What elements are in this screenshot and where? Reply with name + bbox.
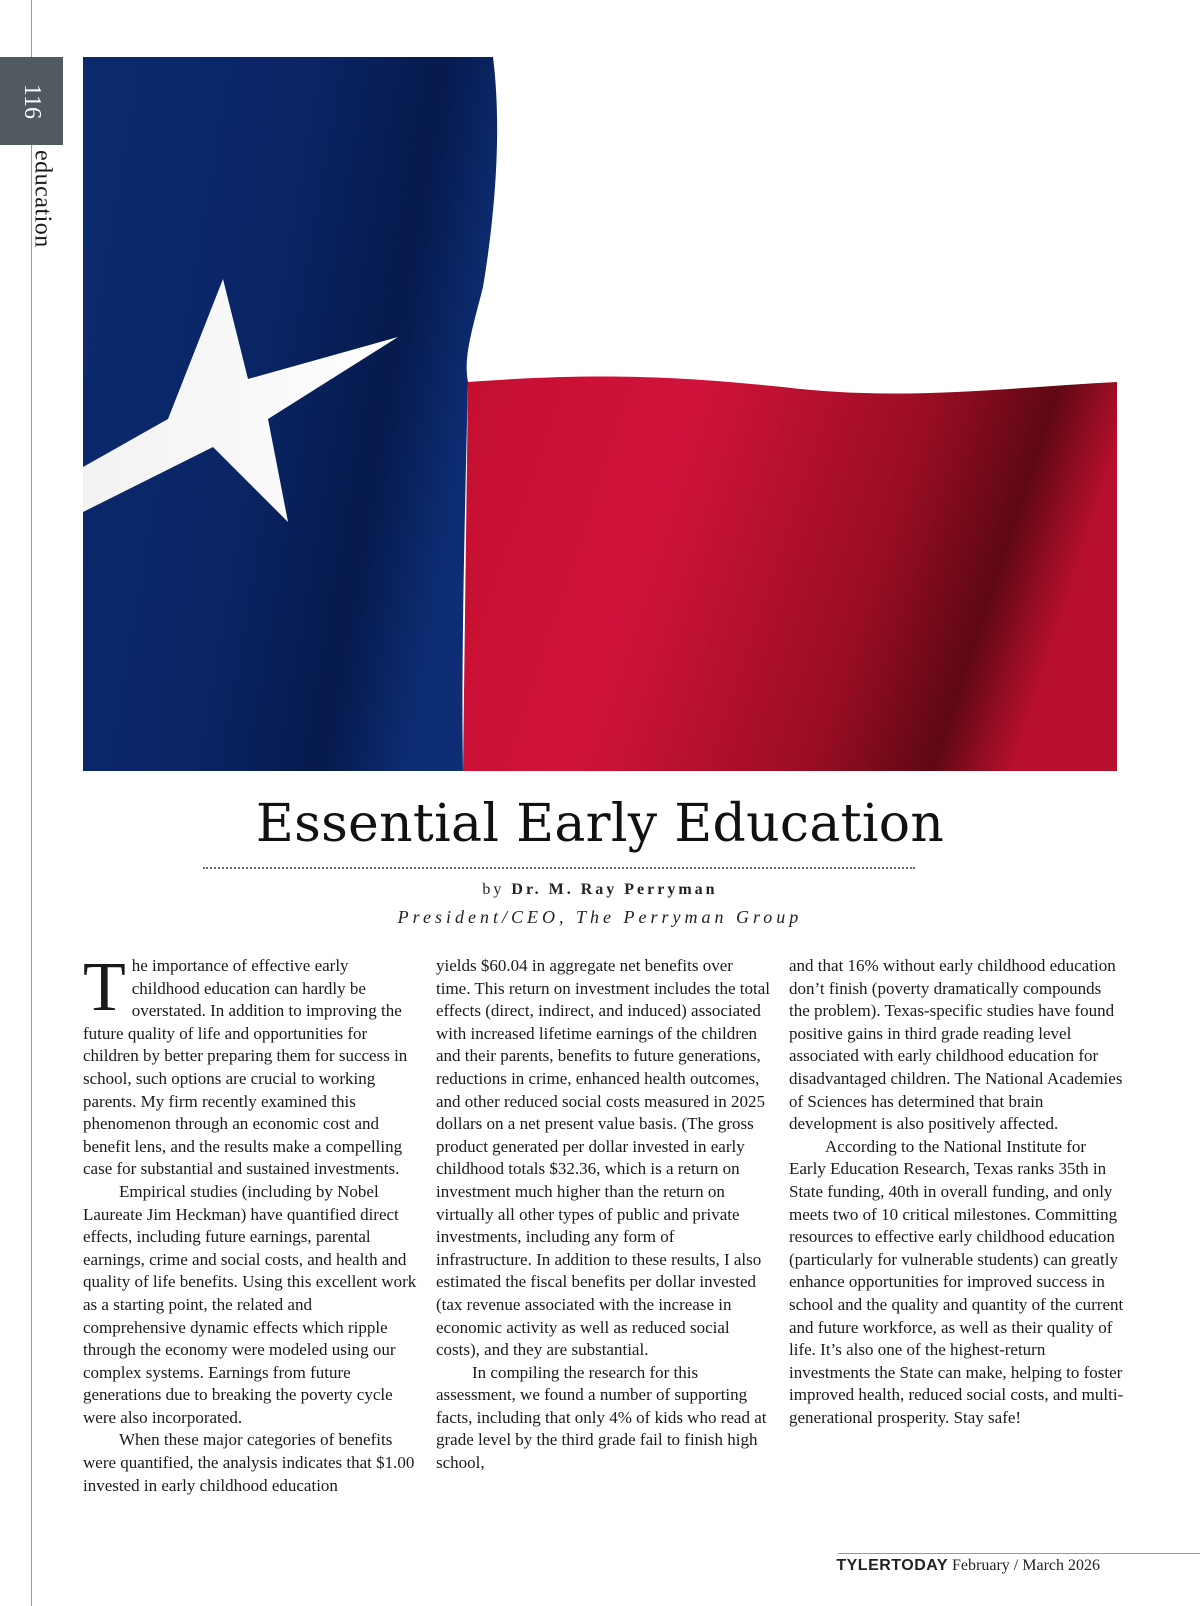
paragraph-text: he importance of effective early childhood education can hardly be overstated. In addition to improving the future quality of life and opportunities for children by better preparing them for success in school, such options are crucial to working parents. My firm recently examined this phenomenon through an economic cost and benefit lens, and the results make a compelling case for substantial and sustained investments. bbox=[83, 956, 408, 1179]
footer-rule bbox=[838, 1553, 1200, 1554]
paragraph: and that 16% without early childhood education don’t finish (poverty dramatically compounds the problem). Texas-specific studies have found positive gains in third grade reading level associated with early childhood education for disadvantaged children. The National Academies of Sciences has determined that brain development is also positively affected. bbox=[789, 956, 1123, 1134]
paragraph: When these major categories of benefits were quantified, the analysis indicates that $1.00 invested in early childhood education bbox=[83, 1430, 415, 1495]
page-number-tab bbox=[0, 57, 63, 145]
drop-cap: T bbox=[83, 949, 126, 1026]
section-name: education bbox=[29, 150, 56, 248]
paragraph bbox=[83, 949, 418, 1181]
article-column-2 bbox=[436, 955, 771, 1475]
title-divider bbox=[203, 867, 915, 869]
author-affiliation: President/CEO, The Perryman Group bbox=[397, 907, 803, 927]
page-number: 116 bbox=[18, 83, 45, 119]
article-column-1 bbox=[83, 949, 418, 1497]
texas-flag-illustration bbox=[83, 57, 1117, 771]
paragraph: yields $60.04 in aggregate net benefits over time. This return on investment includes the total effects (direct, indirect, and induced) associated with increased lifetime earnings of the children and their parents, benefits to future generations, reductions in crime, enhanced health outcomes, and other reduced social costs measured in 2025 dollars on a net present value basis. (The gross product generated per dollar invested in early childhood totals $32.36, which is a return on investment much higher than the return on virtually all other types of public and private investments, including any form of infrastructure. In addition to these results, I also estimated the fiscal benefits per dollar invested (tax revenue associated with the increase in economic activity as well as reduced social costs), and they are substantial. bbox=[436, 956, 770, 1360]
paragraph: According to the National Institute for Early Education Research, Texas ranks 35th in State funding, 40th in overall funding, and only meets two of 10 critical milestones. Committing resources to effective early childhood education (particularly for vulnerable students) can greatly enhance opportunities for improved success in school and the quality and quantity of the current and future workforce, as well as their quality of life. It’s also one of the highest-return investments the State can make, helping to foster improved health, reduced social costs, and multi-generational prosperity. Stay safe! bbox=[789, 1136, 1124, 1427]
byline bbox=[0, 881, 1200, 899]
footer bbox=[836, 1557, 1100, 1575]
section-label bbox=[24, 150, 60, 260]
article-title: Essential Early Education bbox=[255, 794, 945, 854]
paragraph: Empirical studies (including by Nobel Laureate Jim Heckman) have quantified direct effects, including future earnings, parental earnings, crime and social costs, and health and quality of life benefits. Using this excellent work as a starting point, the related and comprehensive dynamic effects which ripple through the economy were modeled using our complex systems. Earnings from future generations due to breaking the poverty cycle were also incorporated. bbox=[83, 1181, 417, 1427]
article-column-3 bbox=[789, 955, 1124, 1429]
issue-date: February / March 2026 bbox=[952, 1557, 1100, 1574]
author-name: Dr. M. Ray Perryman bbox=[511, 881, 718, 898]
byline-prefix: by bbox=[482, 881, 505, 898]
magazine-name: TYLERTODAY bbox=[836, 1557, 949, 1574]
hero-image-texas-flag bbox=[83, 57, 1117, 771]
paragraph: In compiling the research for this assessment, we found a number of supporting facts, including that only 4% of kids who read at grade level by the third grade fail to finish high school, bbox=[436, 1362, 767, 1473]
